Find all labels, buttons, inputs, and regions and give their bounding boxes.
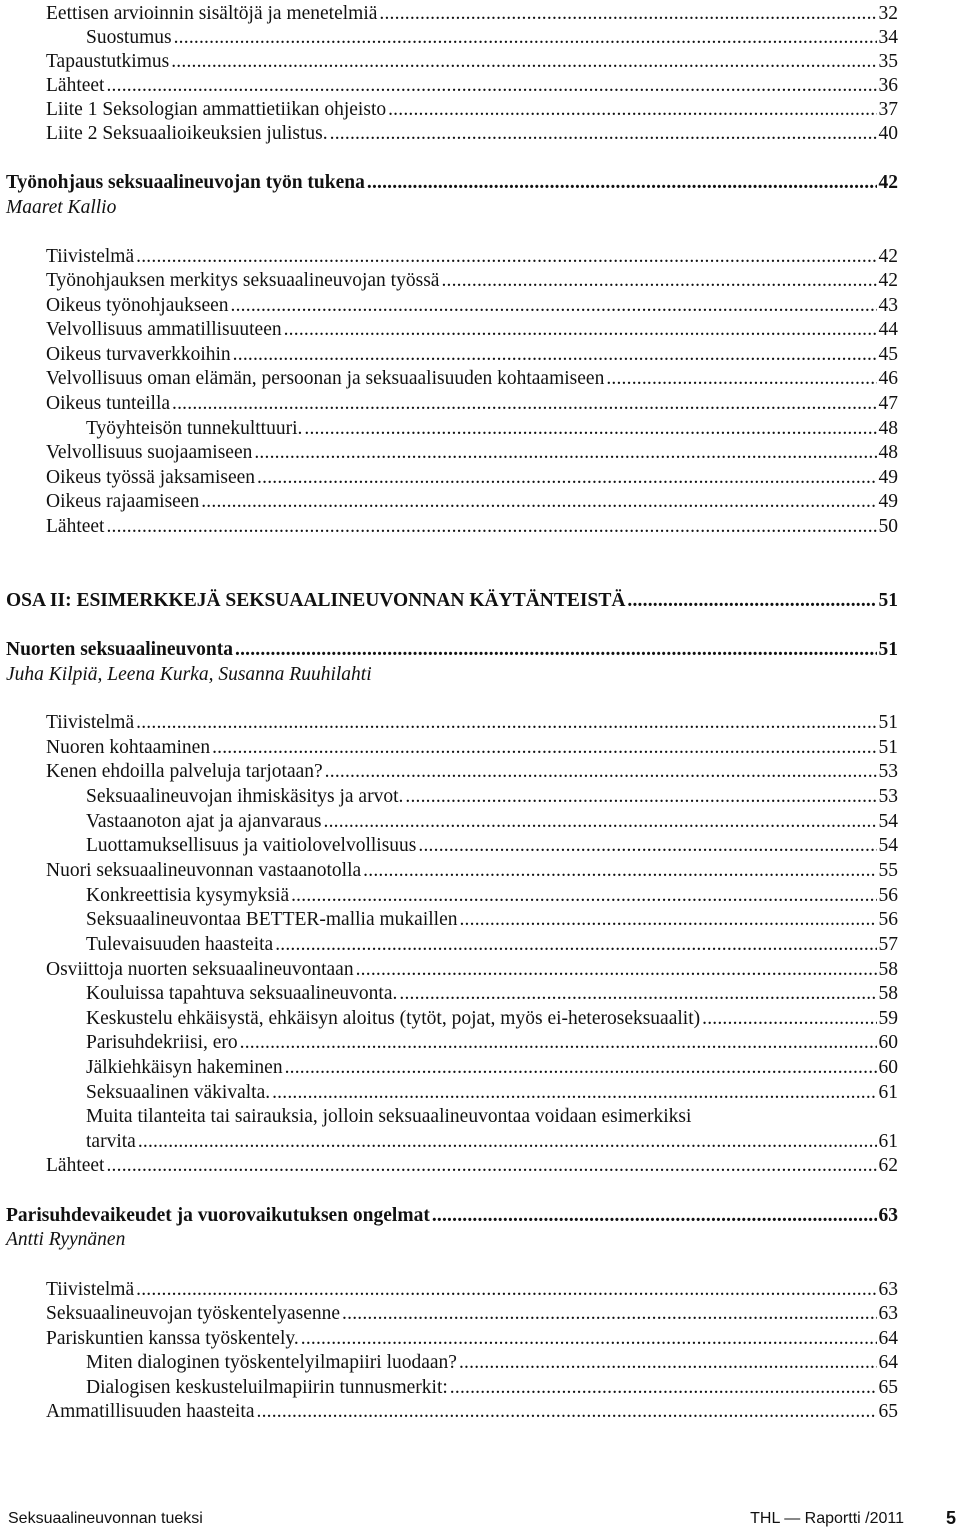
toc-entry-title: Parisuhdevaikeudet ja vuorovaikutuksen ongelmat (6, 1205, 430, 1226)
toc-entry-title: Lähteet (46, 1155, 105, 1176)
footer-book-title: Seksuaalineuvonnan tueksi (8, 1510, 203, 1527)
toc-entry-title: Parisuhdekriisi, ero (86, 1032, 238, 1053)
toc-chapter (6, 1204, 898, 1228)
toc-leader-dots (275, 933, 876, 957)
toc-entry-title: Eettisen arvioinnin sisältöjä ja menetelmiä (46, 3, 378, 24)
toc-leader-dots (432, 1204, 877, 1228)
toc-entry-title: Ammatillisuuden haasteita (46, 1401, 255, 1422)
toc-entry (46, 50, 898, 74)
toc-page-number: 37 (878, 99, 898, 120)
toc-page-number: 51 (878, 737, 898, 758)
footer-page-number: 5 (945, 1508, 956, 1528)
toc-entry-continued (86, 1105, 691, 1129)
toc-author-name: Antti Ryynänen (6, 1229, 126, 1250)
toc-entry-title: Oikeus työssä jaksamiseen (46, 467, 256, 488)
toc-entry-title: Miten dialoginen työskentelyilmapiiri luodaan? (86, 1352, 457, 1373)
toc-entry-title: Keskustelu ehkäisystä, ehkäisyn aloitus (tytöt, pojat, myös ei-heteroseksuaalit) (86, 1008, 701, 1029)
toc-leader-dots (235, 638, 877, 662)
toc-entry-title: Suostumus (86, 27, 172, 48)
toc-page-number: 45 (878, 344, 898, 365)
toc-entry-title: Pariskuntien kanssa työskentely. (46, 1328, 299, 1349)
toc-entry-title: Työnohjauksen merkitys seksuaalineuvojan työssä (46, 270, 440, 291)
toc-leader-dots (257, 466, 876, 490)
toc-entry (46, 711, 898, 735)
toc-page-number: 48 (878, 418, 898, 439)
toc-entry (46, 760, 898, 784)
toc-entry-title: Työyhteisön tunnekulttuuri. (86, 418, 303, 439)
toc-page-number: 47 (878, 393, 898, 414)
toc-entry (86, 1081, 898, 1105)
toc-page-number: 63 (878, 1303, 898, 1324)
toc-leader-dots (702, 1007, 876, 1031)
toc-entry (86, 417, 898, 441)
toc-leader-dots (330, 122, 877, 146)
toc-entry (46, 318, 898, 342)
toc-leader-dots (441, 269, 876, 293)
toc-page-number: 49 (878, 491, 898, 512)
toc-page-number: 46 (878, 368, 898, 389)
toc-entry-title: Tiivistelmä (46, 712, 135, 733)
toc-page-number: 64 (878, 1352, 898, 1373)
toc-entry-title: Oikeus rajaamiseen (46, 491, 200, 512)
toc-leader-dots (136, 711, 876, 735)
toc-entry (86, 1007, 898, 1031)
toc-page-number: 44 (878, 319, 898, 340)
toc-entry (86, 1351, 898, 1375)
toc-page-number: 58 (878, 983, 898, 1004)
toc-entry-title: Oikeus turvaverkkoihin (46, 344, 231, 365)
toc-page-number: 34 (878, 27, 898, 48)
toc-chapter (6, 171, 898, 195)
toc-entry (46, 441, 898, 465)
toc-entry (46, 466, 898, 490)
toc-entry-title: Tapaustutkimus (46, 51, 170, 72)
toc-entry (86, 1031, 898, 1055)
toc-entry (86, 810, 898, 834)
toc-page-number: 61 (878, 1131, 898, 1152)
toc-entry-title: Tulevaisuuden haasteita (86, 934, 274, 955)
toc-entry-title: Lähteet (46, 75, 105, 96)
toc-leader-dots (257, 1400, 877, 1424)
toc-page-number: 40 (878, 123, 898, 144)
toc-leader-dots (399, 982, 876, 1006)
toc-entry-title: Seksuaalineuvojan ihmiskäsitys ja arvot. (86, 786, 404, 807)
toc-entry (46, 1302, 898, 1326)
toc-page-number: 42 (878, 270, 898, 291)
toc-leader-dots (324, 810, 877, 834)
toc-page-number: 32 (878, 3, 898, 24)
toc-entry-title: Kouluissa tapahtuva seksuaalineuvonta. (86, 983, 398, 1004)
toc-page-number: 53 (878, 761, 898, 782)
toc-entry (46, 122, 898, 146)
toc-entry-title: Lähteet (46, 516, 105, 537)
toc-page-number: 54 (878, 835, 898, 856)
toc-page-number: 51 (878, 712, 898, 733)
toc-leader-dots (405, 785, 876, 809)
toc-page-number: 65 (878, 1401, 898, 1422)
toc-entry (86, 834, 898, 858)
toc-leader-dots (106, 1154, 876, 1178)
toc-page-number: 62 (878, 1155, 898, 1176)
toc-leader-dots (450, 1376, 877, 1400)
toc-entry (46, 859, 898, 883)
toc-leader-dots (136, 245, 876, 269)
page-footer (0, 1504, 960, 1530)
toc-leader-dots (106, 515, 876, 539)
toc-page-number: 56 (878, 909, 898, 930)
toc-entry (46, 1400, 898, 1424)
toc-entry (46, 490, 898, 514)
toc-entry-title: Jälkiehkäisyn hakeminen (86, 1057, 283, 1078)
toc-entry-title: Liite 1 Seksologian ammattietiikan ohjeisto (46, 99, 387, 120)
toc-leader-dots (106, 74, 876, 98)
toc-page-number: 58 (878, 959, 898, 980)
toc-entry (46, 74, 898, 98)
toc-leader-dots (172, 392, 876, 416)
toc-author-name: Maaret Kallio (6, 197, 117, 218)
toc-entry-title: Seksuaalinen väkivalta. (86, 1082, 271, 1103)
toc-leader-dots (233, 343, 877, 367)
toc-entry (46, 1327, 898, 1351)
toc-leader-dots (240, 1031, 877, 1055)
toc-page-number: 50 (878, 516, 898, 537)
toc-entry (86, 1130, 898, 1154)
toc-entry (46, 294, 898, 318)
toc-entry (86, 1376, 898, 1400)
toc-page-number: 35 (878, 51, 898, 72)
toc-leader-dots (367, 171, 877, 195)
toc-leader-dots (301, 1327, 877, 1351)
toc-page-number: 60 (878, 1032, 898, 1053)
toc-entry-title: Velvollisuus oman elämän, persoonan ja seksuaalisuuden kohtaamiseen (46, 368, 605, 389)
toc-entry (86, 26, 898, 50)
toc-leader-dots (136, 1278, 876, 1302)
toc-entry (46, 343, 898, 367)
toc-leader-dots (231, 294, 877, 318)
toc-entry (46, 736, 898, 760)
toc-page-number: 57 (878, 934, 898, 955)
toc-entry (46, 1154, 898, 1178)
toc-entry-title: Nuoren kohtaaminen (46, 737, 211, 758)
toc-entry-title: Nuorten seksuaalineuvonta (6, 639, 233, 660)
toc-entry (86, 908, 898, 932)
toc-leader-dots (201, 490, 876, 514)
toc-author (6, 196, 116, 220)
toc-entry-title: Tiivistelmä (46, 1279, 135, 1300)
toc-leader-dots (284, 318, 877, 342)
toc-leader-dots (285, 1056, 877, 1080)
toc-page-number: 36 (878, 75, 898, 96)
toc-entry-title: tarvita (86, 1131, 136, 1152)
footer-report-label: THL — Raportti /2011 (750, 1510, 904, 1527)
toc-author-name: Juha Kilpiä, Leena Kurka, Susanna Ruuhilahti (6, 664, 372, 685)
toc-page-number: 42 (878, 172, 898, 193)
toc-entry (46, 958, 898, 982)
toc-page-number: 64 (878, 1328, 898, 1349)
toc-entry (46, 2, 898, 26)
toc-leader-dots (342, 1302, 876, 1326)
toc-leader-dots (459, 908, 876, 932)
toc-page-number: 54 (878, 811, 898, 832)
toc-page-number: 63 (878, 1205, 898, 1226)
toc-page-number: 60 (878, 1057, 898, 1078)
toc-page-number: 56 (878, 885, 898, 906)
toc-leader-dots (304, 417, 876, 441)
toc-entry-title: Osviittoja nuorten seksuaalineuvontaan (46, 959, 354, 980)
toc-page-number: 55 (878, 860, 898, 881)
toc-entry (86, 982, 898, 1006)
toc-entry-title: Seksuaalineuvojan työskentelyasenne (46, 1303, 341, 1324)
toc-entry (46, 392, 898, 416)
toc-leader-dots (174, 26, 877, 50)
toc-leader-dots (606, 367, 876, 391)
toc-entry (86, 1056, 898, 1080)
toc-entry (46, 515, 898, 539)
toc-leader-dots (418, 834, 876, 858)
toc-author (6, 663, 372, 687)
toc-leader-dots (379, 2, 876, 26)
toc-page-number: 53 (878, 786, 898, 807)
toc-entry-title: Liite 2 Seksuaalioikeuksien julistus. (46, 123, 328, 144)
toc-page-number: 48 (878, 442, 898, 463)
toc-leader-dots (325, 760, 877, 784)
toc-entry (86, 785, 898, 809)
toc-leader-dots (356, 958, 877, 982)
toc-entry-title: Seksuaalineuvontaa BETTER-mallia mukaillen (86, 909, 458, 930)
toc-leader-dots (388, 98, 876, 122)
toc-entry-title: Työnohjaus seksuaalineuvojan työn tukena (6, 172, 365, 193)
toc-page-number: 43 (878, 295, 898, 316)
toc-entry-title: Oikeus tunteilla (46, 393, 171, 414)
toc-entry (46, 1278, 898, 1302)
toc-entry-title: Velvollisuus suojaamiseen (46, 442, 253, 463)
toc-page-number: 59 (878, 1008, 898, 1029)
toc-entry (46, 245, 898, 269)
toc-entry-title: Tiivistelmä (46, 246, 135, 267)
toc-entry (46, 269, 898, 293)
toc-chapter (6, 638, 898, 662)
toc-entry-title: Muita tilanteita tai sairauksia, jolloin seksuaalineuvontaa voidaan esimerkiksi (86, 1106, 692, 1127)
toc-page-number: 51 (878, 590, 898, 611)
toc-entry (46, 98, 898, 122)
toc-page-number: 42 (878, 246, 898, 267)
toc-entry-title: Nuori seksuaalineuvonnan vastaanotolla (46, 860, 362, 881)
toc-page-number: 61 (878, 1082, 898, 1103)
toc-leader-dots (171, 50, 876, 74)
toc-entry-title: Luottamuksellisuus ja vaitiolovelvollisuus (86, 835, 417, 856)
toc-leader-dots (212, 736, 876, 760)
toc-entry (86, 884, 898, 908)
toc-leader-dots (138, 1130, 877, 1154)
toc-entry-title: OSA II: ESIMERKKEJÄ SEKSUAALINEUVONNAN KÄYTÄNTEISTÄ (6, 590, 626, 611)
toc-entry-title: Velvollisuus ammatillisuuteen (46, 319, 282, 340)
toc-entry-title: Konkreettisia kysymyksiä (86, 885, 290, 906)
toc-entry (86, 933, 898, 957)
toc-entry (46, 367, 898, 391)
toc-entry-title: Vastaanoton ajat ja ajanvaraus (86, 811, 322, 832)
toc-page-number: 65 (878, 1377, 898, 1398)
toc-leader-dots (272, 1081, 876, 1105)
toc-leader-dots (459, 1351, 877, 1375)
toc-page-number: 63 (878, 1279, 898, 1300)
toc-entry-title: Oikeus työnohjaukseen (46, 295, 229, 316)
toc-leader-dots (627, 589, 876, 613)
toc-page-number: 49 (878, 467, 898, 488)
toc-page-number: 51 (878, 639, 898, 660)
toc-part (6, 589, 898, 613)
toc-leader-dots (363, 859, 876, 883)
toc-entry-title: Kenen ehdoilla palveluja tarjotaan? (46, 761, 323, 782)
toc-leader-dots (291, 884, 876, 908)
toc-author (6, 1228, 125, 1252)
toc-leader-dots (254, 441, 876, 465)
toc-entry-title: Dialogisen keskusteluilmapiirin tunnusmerkit: (86, 1377, 448, 1398)
